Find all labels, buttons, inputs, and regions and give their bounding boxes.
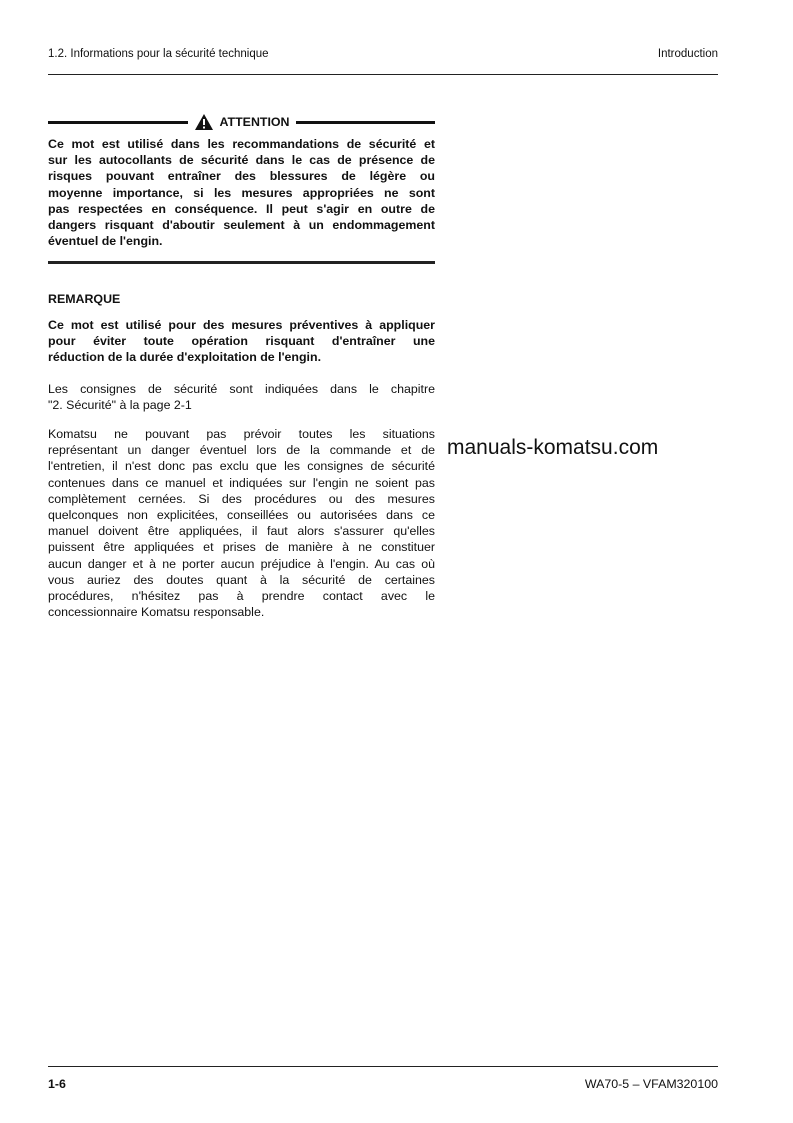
attention-heading [48, 113, 435, 131]
page-number: 1-6 [48, 1077, 66, 1091]
attention-rule-right [296, 121, 436, 124]
text-line: pour éviter toute opération risquant d'entraîner une [48, 334, 435, 349]
text-line: Les consignes de sécurité sont indiquées dans le chapitre [48, 382, 435, 396]
text-line: Komatsu ne pouvant pas prévoir toutes les situations [48, 427, 435, 441]
text-line: quelconques non explicitées, conseillées ou autorisées dans ce [48, 507, 435, 522]
header-rule [48, 74, 718, 75]
text-line: puissent être appliquées et prises de manière à ne constituer [48, 540, 435, 555]
remarque-text [48, 317, 435, 366]
text-line: concessionnaire Komatsu responsable. [48, 605, 265, 620]
text-line: procédures, n'hésitez pas à prendre contact avec le [48, 588, 435, 603]
attention-bottom-rule [48, 261, 435, 264]
text-line: moyenne importance, si les mesures appropriées ne sont [48, 185, 435, 200]
text-line: "2. Sécurité" à la page 2-1 [48, 398, 192, 413]
remarque-title: REMARQUE [48, 292, 121, 306]
attention-text [48, 136, 435, 249]
attention-title: ATTENTION [219, 115, 290, 129]
text-line: complètement cernées. Si des procédures ou des mesures [48, 491, 435, 506]
text-line: vous auriez des doutes quant à la sécurité de certaines [48, 572, 435, 587]
text-line: représentant un danger éventuel lors de la commande et de [48, 443, 435, 458]
document-code: WA70-5 – VFAM320100 [584, 1077, 718, 1091]
paragraph-consignes [48, 381, 435, 413]
text-line: réduction de la durée d'exploitation de l'engin. [48, 350, 322, 365]
text-line: dangers risquant d'aboutir seulement à un endommagement [48, 217, 435, 232]
warning-triangle-icon [194, 113, 214, 131]
text-line: sur les autocollants de sécurité dans le cas de présence de [48, 153, 435, 168]
header-chapter: Introduction [657, 48, 718, 60]
footer-rule [48, 1066, 718, 1067]
paragraph-komatsu [48, 426, 435, 620]
text-line: l'entretien, il n'est donc pas exclu que les consignes de sécurité [48, 459, 435, 474]
text-line: Ce mot est utilisé dans les recommandations de sécurité et [48, 137, 435, 151]
text-line: pas respectées en conséquence. Il peut s'agir en outre de [48, 201, 435, 216]
attention-rule-left [48, 121, 188, 124]
text-line: aucun danger et à ne porter aucun préjudice à l'engin. Au cas où [48, 556, 435, 571]
header-section-title: 1.2. Informations pour la sécurité technique [48, 48, 269, 60]
watermark: manuals-komatsu.com [447, 436, 659, 459]
text-line: contenues dans ce manuel et indiquées sur l'engin ne soient pas [48, 475, 435, 490]
text-line: manuel doivent être appliquées, il faut alors s'assurer qu'elles [48, 524, 435, 539]
text-line: Ce mot est utilisé pour des mesures préventives à appliquer [48, 318, 435, 332]
text-line: éventuel de l'engin. [48, 234, 163, 249]
text-line: risques pouvant entraîner des blessures de légère ou [48, 169, 435, 184]
